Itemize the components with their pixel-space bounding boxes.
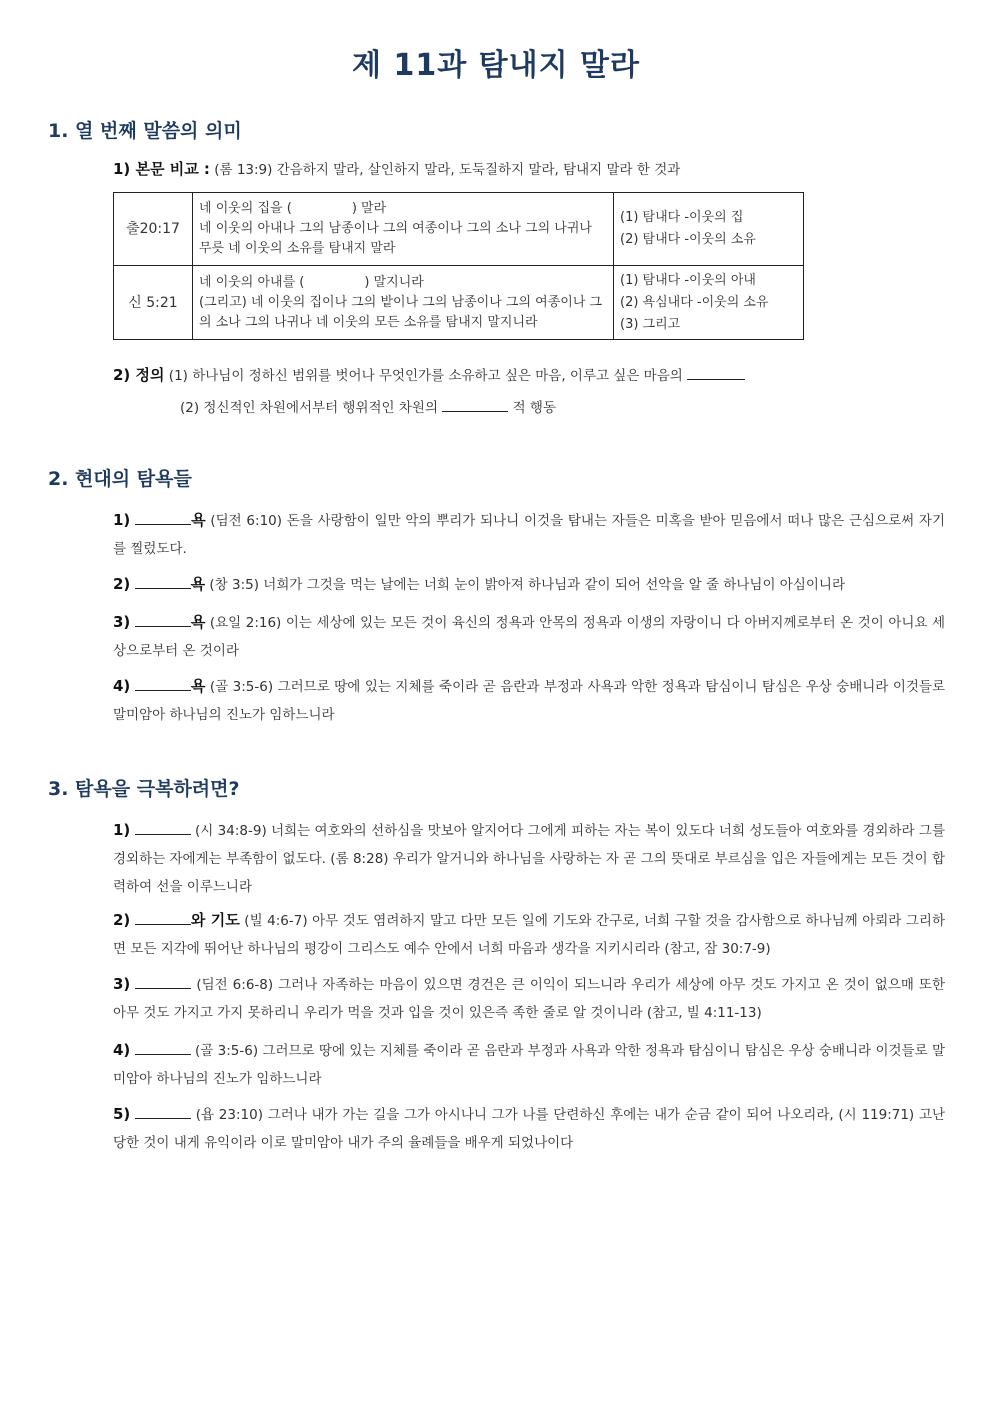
item-number: 1) [113, 821, 131, 839]
blank[interactable] [687, 366, 745, 380]
item-text: (요일 2:16) 이는 세상에 있는 모든 것이 육신의 정욕과 안목의 정욕과 이생의 자랑이니 다 아버지께로부터 온 것이 아니요 세상으로부터 온 것이라 [113, 615, 945, 659]
table-text-rest: (그리고) 네 이웃의 집이나 그의 밭이나 그의 남종이나 그의 여종이나 그의 소나 그의 나귀나 네 이웃의 모든 소유를 탐내지 말지니라 [199, 294, 603, 330]
compare-label: 1) 본문 비교 : [113, 160, 210, 178]
item-text: (딤전 6:10) 돈을 사랑함이 일만 악의 뿌리가 되나니 이것을 탐내는 자들은 미혹을 받아 믿음에서 떠나 많은 근심으로써 자기를 찔렀도다. [113, 513, 945, 557]
definition-line-2 [180, 396, 556, 416]
greed-item-1 [113, 506, 945, 563]
compare-text: (롬 13:9) 간음하지 말라, 살인하지 말라, 도둑질하지 말라, 탐내지 말라 한 것과 [214, 162, 681, 178]
blank[interactable] [442, 398, 508, 412]
item-suffix: 욕 [191, 511, 206, 529]
table-text-rest: 네 이웃의 아내나 그의 남종이나 그의 여종이나 그의 소나 그의 나귀나 무릇 네 이웃의 소유를 탐내지 말라 [199, 221, 592, 256]
item-number: 1) [113, 511, 131, 529]
section2-heading: 2. 현대의 탐욕들 [48, 468, 192, 490]
item-number: 3) [113, 613, 131, 631]
greed-item-4 [113, 672, 945, 729]
overcome-item-4 [113, 1036, 945, 1093]
item-number: 2) [113, 911, 131, 929]
item-number: 4) [113, 1041, 131, 1059]
blank[interactable] [135, 677, 191, 691]
blank[interactable] [135, 1105, 191, 1119]
meaning-item: (2) 탐내다 -이웃의 소유 [620, 232, 756, 247]
section1-heading: 1. 열 번째 말씀의 의미 [48, 120, 242, 142]
item-number: 2) [113, 575, 131, 593]
greed-item-3 [113, 608, 945, 665]
definition-text-2a: (2) 정신적인 차원에서부터 행위적인 차원의 [180, 400, 438, 416]
blank[interactable] [135, 1041, 191, 1055]
table-row [114, 193, 804, 266]
section3-heading: 3. 탐욕을 극복하려면? [48, 778, 240, 800]
table-text [193, 266, 614, 340]
item-suffix: 욕 [190, 677, 206, 695]
definition-line-1 [113, 364, 745, 385]
item-number: 4) [113, 677, 131, 695]
table-line1-b: ) 말지니라 [364, 274, 424, 290]
overcome-item-3 [113, 970, 945, 1027]
item-text: (시 34:8-9) 너희는 여호와의 선하심을 맛보아 알지어다 그에게 피하는 자는 복이 있도다 너희 성도들아 여호와를 경외하라 그를 경외하는 자에게는 부족함이 없도다. (롬 8:28) 우리가 알거니와 하나님을 사랑하는 자 곧 그의 뜻대로 부르심을 입은 자들에게는 모든 것이 합력하여 선을 이루느니라 [113, 823, 945, 895]
definition-label: 2) 정의 [113, 366, 165, 384]
item-text: (창 3:5) 너희가 그것을 먹는 날에는 너희 눈이 밝아져 하나님과 같이 되어 선악을 알 줄 하나님이 아심이니라 [209, 577, 845, 593]
compare-line [113, 158, 680, 179]
blank[interactable] [135, 613, 191, 627]
table-ref: 출20:17 [114, 193, 193, 266]
blank[interactable] [135, 975, 191, 989]
item-suffix: 욕 [190, 575, 206, 593]
table-meaning [614, 193, 804, 266]
item-number: 5) [113, 1105, 131, 1123]
definition-text-2b: 적 행동 [512, 400, 556, 416]
blank[interactable] [135, 821, 191, 835]
table-line1-a: 네 이웃의 아내를 ( [199, 274, 305, 290]
item-text: (골 3:5-6) 그러므로 땅에 있는 지체를 죽이라 곧 음란과 부정과 사욕과 악한 정욕과 탐심이니 탐심은 우상 숭배니라 이것들로 말미암아 하나님의 진노가 임하느니라 [113, 679, 946, 723]
overcome-item-1 [113, 816, 945, 901]
meaning-item: (1) 탐내다 -이웃의 집 [620, 210, 744, 225]
meaning-item: (1) 탐내다 -이웃의 아내 [620, 272, 756, 288]
blank[interactable] [135, 911, 191, 925]
item-text: (딤전 6:6-8) 그러나 자족하는 마음이 있으면 경건은 큰 이익이 되느니라 우리가 세상에 아무 것도 가지고 온 것이 없으매 또한 아무 것도 가지고 가지 못하리니 우리가 먹을 것과 입을 것이 있은즉 족한 줄로 알 것이니라 (참고, 빌 4:11-13) [113, 977, 946, 1021]
item-text: (골 3:5-6) 그러므로 땅에 있는 지체를 죽이라 곧 음란과 부정과 사욕과 악한 정욕과 탐심이니 탐심은 우상 숭배니라 이것들로 말미암아 하나님의 진노가 임하느니라 [113, 1043, 946, 1087]
greed-item-2 [113, 570, 945, 599]
item-number: 3) [113, 975, 131, 993]
table-line1-a: 네 이웃의 집을 ( [199, 201, 292, 216]
page-title: 제 11과 탐내지 말라 [352, 48, 640, 83]
blank[interactable] [135, 511, 191, 525]
meaning-item: (2) 욕심내다 -이웃의 소유 [620, 294, 769, 310]
comparison-table [113, 192, 804, 340]
item-text: (욥 23:10) 그러나 내가 가는 길을 그가 아시나니 그가 나를 단련하신 후에는 내가 순금 같이 되어 나오리라, (시 119:71) 고난당한 것이 내게 유익이라 이로 말미암아 내가 주의 율례들을 배우게 되었나이다 [113, 1107, 946, 1151]
meaning-item: (3) 그리고 [620, 316, 681, 332]
overcome-item-5 [113, 1100, 945, 1157]
table-ref: 신 5:21 [114, 266, 193, 340]
item-text: (빌 4:6-7) 아무 것도 염려하지 말고 다만 모든 일에 기도와 간구로, 너희 구할 것을 감사함으로 하나님께 아뢰라 그리하면 모든 지각에 뛰어난 하나님의 평강이 그리스도 예수 안에서 너희 마음과 생각을 지키시리라 (참고, 잠 30:7-9) [113, 913, 945, 957]
overcome-item-2 [113, 906, 945, 963]
table-line1-b: ) 말라 [351, 201, 387, 216]
table-meaning [614, 266, 804, 340]
item-suffix: 와 기도 [190, 911, 240, 929]
item-suffix: 욕 [190, 613, 206, 631]
table-text [193, 193, 614, 266]
definition-text-1: (1) 하나님이 정하신 범위를 벗어나 무엇인가를 소유하고 싶은 마음, 이루고 싶은 마음의 [168, 368, 683, 384]
blank[interactable] [135, 575, 191, 589]
table-row [114, 266, 804, 340]
